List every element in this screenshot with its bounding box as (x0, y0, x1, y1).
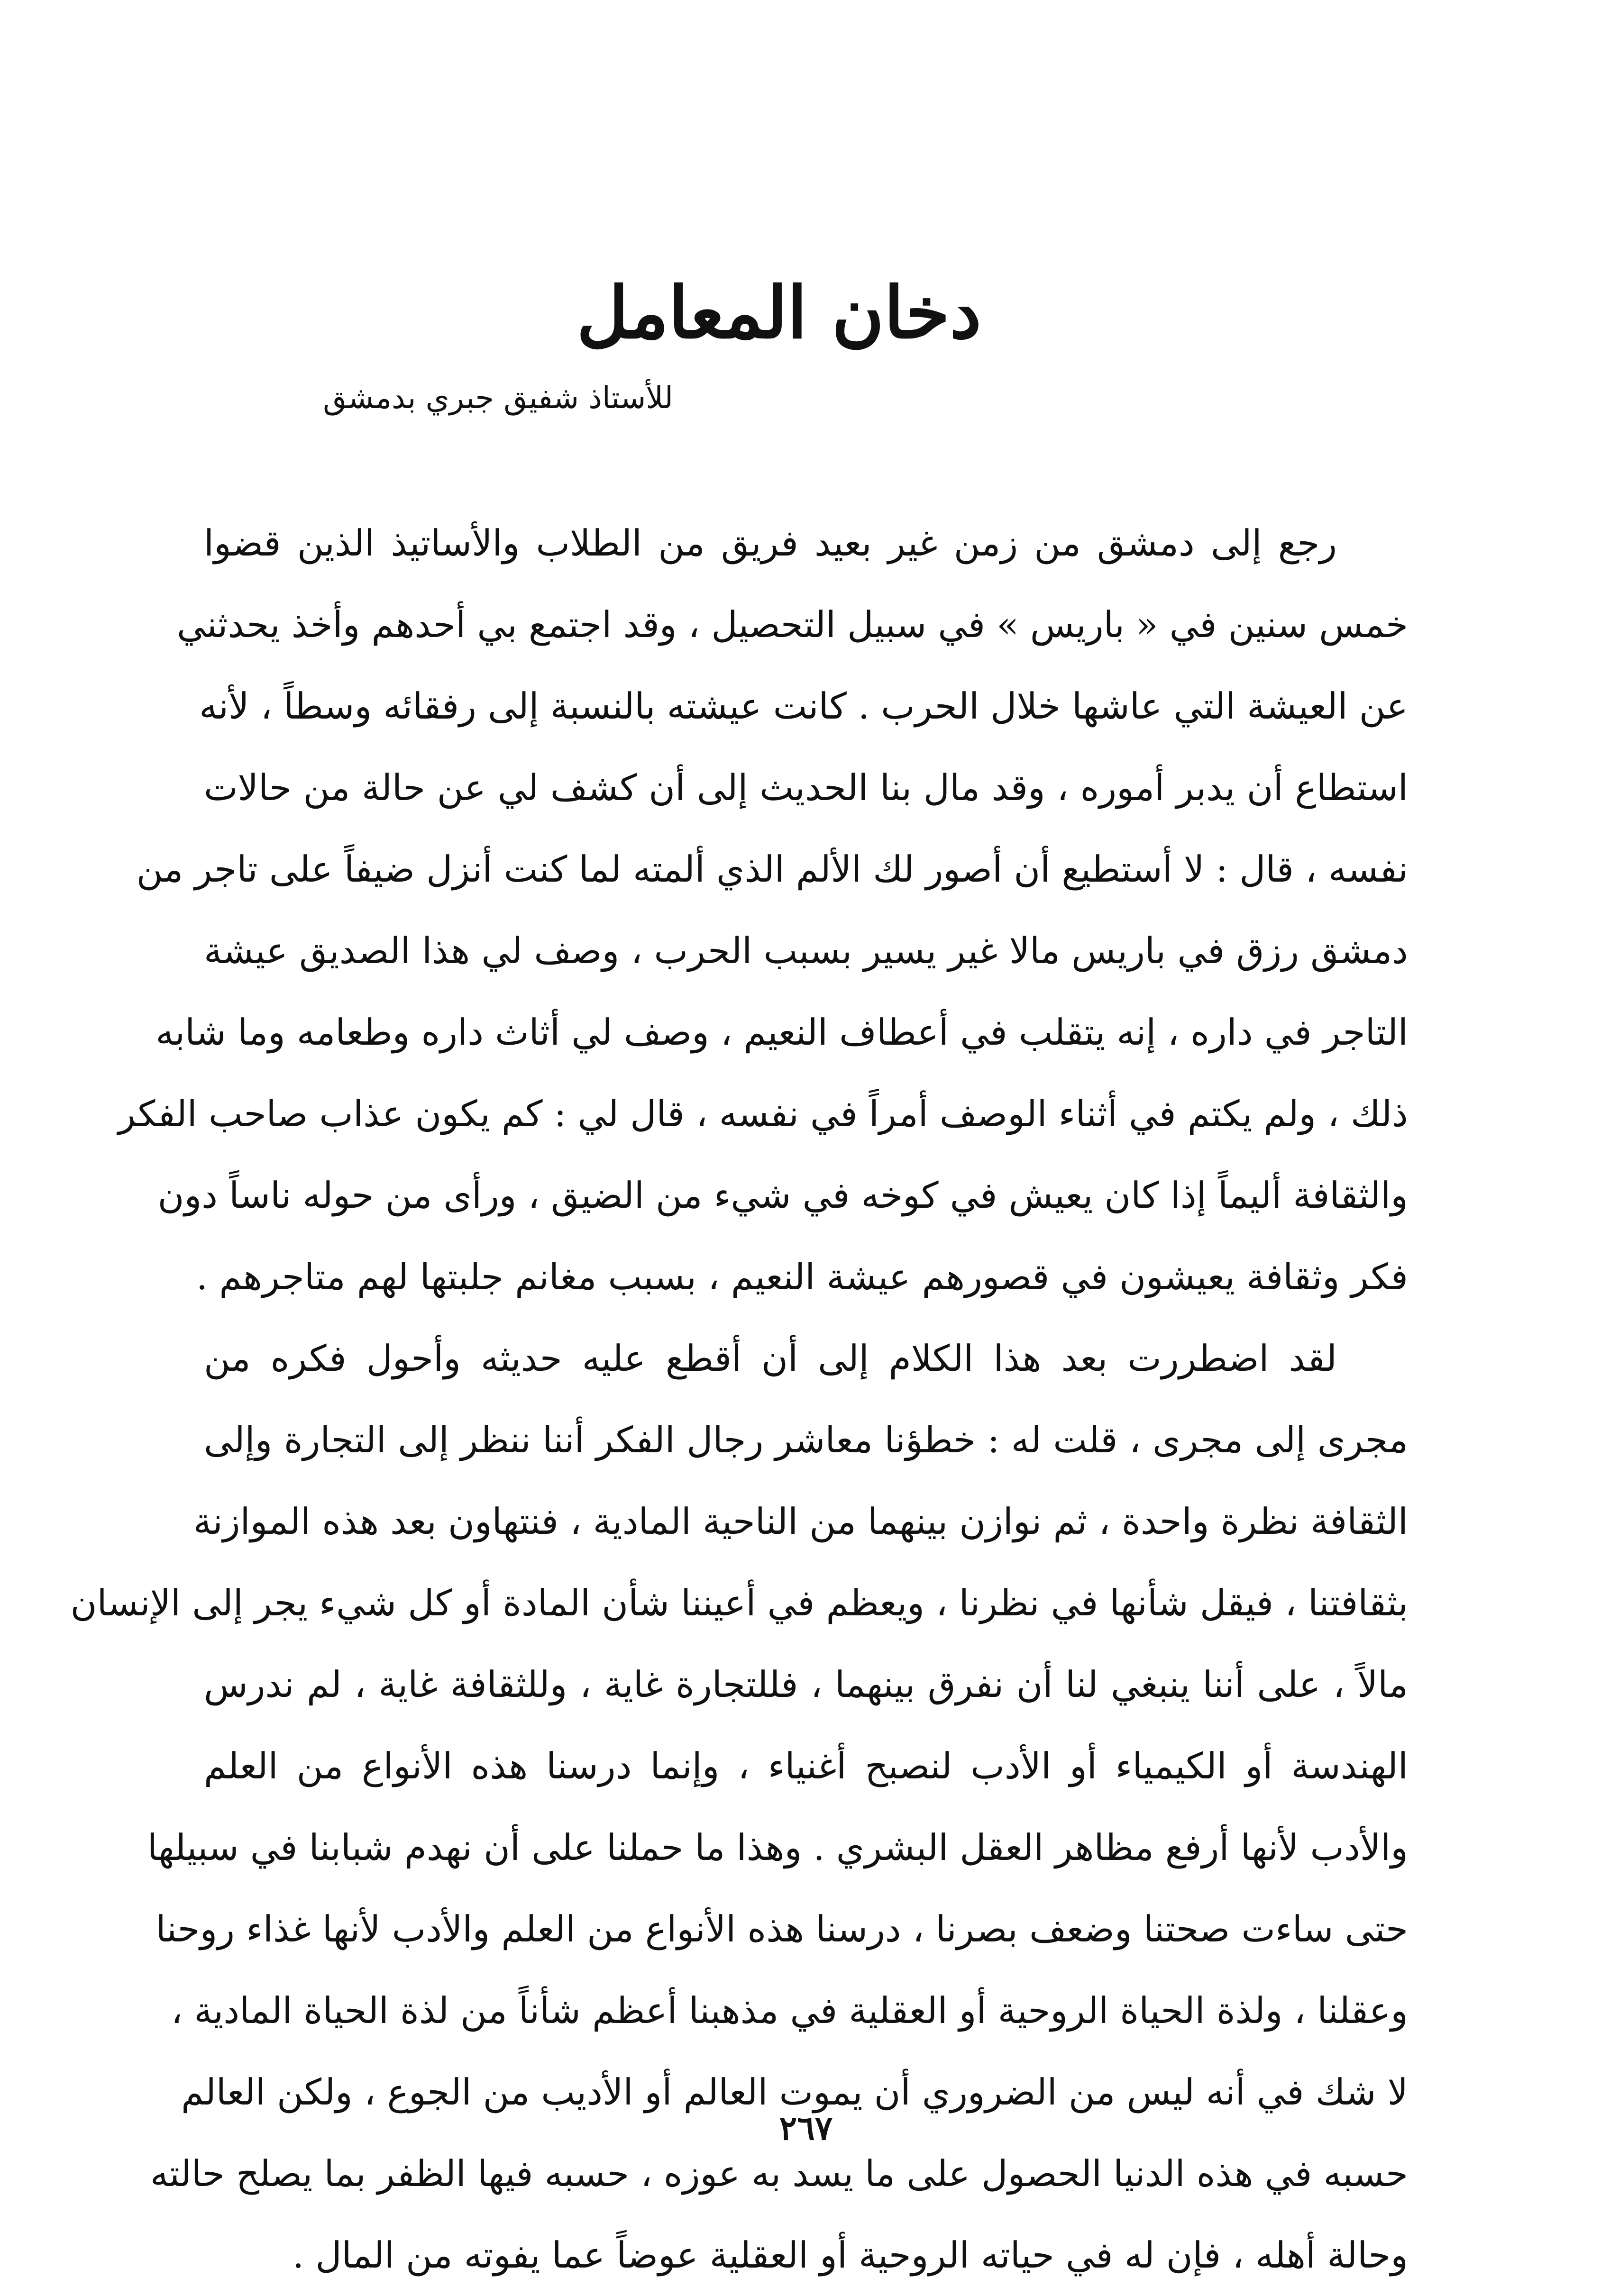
text-line: التاجر في داره ، إنه يتقلب في أعطاف النعيم ، وصف لي أثاث داره وطعامه وما شابه (156, 1011, 1408, 1053)
text-line: الثقافة نظرة واحدة ، ثم نوازن بينهما من الناحية المادية ، فنتهاون بعد هذه الموازنة (193, 1500, 1408, 1542)
page-number: ٢٦٧ (779, 2108, 833, 2148)
text-line: دمشق رزق في باريس مالا غير يسير بسبب الحرب ، وصف لي هذا الصديق عيشة (204, 929, 1408, 972)
text-line: حتى ساءت صحتنا وضعف بصرنا ، درسنا هذه الأنواع من العلم والأدب لأنها غذاء روحنا (156, 1908, 1408, 1950)
text-line: استطاع أن يدبر أموره ، وقد مال بنا الحديث إلى أن كشف لي عن حالة من حالات (204, 766, 1408, 809)
text-line: لا شك في أنه ليس من الضروري أن يموت العالم أو الأديب من الجوع ، ولكن العالم (181, 2071, 1408, 2113)
text-line: ذلك ، ولم يكتم في أثناء الوصف أمراً في نفسه ، قال لي : كم يكون عذاب صاحب الفكر (118, 1093, 1408, 1135)
text-line: والأدب لأنها أرفع مظاهر العقل البشري . وهذا ما حملنا على أن نهدم شبابنا في سبيلها (147, 1826, 1408, 1868)
text-line: وعقلنا ، ولذة الحياة الروحية أو العقلية في مذهبنا أعظم شأناً من لذة الحياة المادية ، (171, 1989, 1408, 2032)
text-line: فكر وثقافة يعيشون في قصورهم عيشة النعيم ، بسبب مغانم جلبتها لهم متاجرهم . (196, 1256, 1408, 1298)
text-line: مالاً ، على أننا ينبغي لنا أن نفرق بينهما ، فللتجارة غاية ، وللثقافة غاية ، لم ندرس (204, 1663, 1408, 1705)
article-body (70, 502, 1408, 2296)
text-line: بثقافتنا ، فيقل شأنها في نظرنا ، ويعظم في أعيننا شأن المادة أو كل شيء يجر إلى الإنسان (70, 1582, 1408, 1624)
text-line: نفسه ، قال : لا أستطيع أن أصور لك الألم الذي ألمته لما كنت أنزل ضيفاً على تاجر من (136, 848, 1408, 890)
text-line: لقد اضطررت بعد هذا الكلام إلى أن أقطع عليه حديثه وأحول فكره من (204, 1337, 1337, 1379)
article-byline: للأستاذ شفيق جبري بدمشق (323, 381, 673, 416)
paragraph-1 (118, 502, 1408, 1318)
text-line: وحالة أهله ، فإن له في حياته الروحية أو العقلية عوضاً عما يفوته من المال . (293, 2234, 1408, 2276)
text-line: حسبه في هذه الدنيا الحصول على ما يسد به عوزه ، حسبه فيها الظفر بما يصلح حالته (150, 2152, 1408, 2195)
text-line: رجع إلى دمشق من زمن غير بعيد فريق من الطلاب والأساتيذ الذين قضوا (204, 522, 1337, 564)
text-line: مجرى إلى مجرى ، قلت له : خطؤنا معاشر رجال الفكر أننا ننظر إلى التجارة وإلى (204, 1419, 1408, 1461)
text-line: خمس سنين في « باريس » في سبيل التحصيل ، وقد اجتمع بي أحدهم وأخذ يحدثني (177, 603, 1408, 646)
article-title: دخان المعامل (576, 271, 981, 355)
text-line: الهندسة أو الكيمياء أو الأدب لنصبح أغنياء ، وإنما درسنا هذه الأنواع من العلم (204, 1745, 1408, 1787)
text-line: والثقافة أليماً إذا كان يعيش في كوخه في شيء من الضيق ، ورأى من حوله ناساً دون (157, 1174, 1408, 1216)
text-line: عن العيشة التي عاشها خلال الحرب . كانت عيشته بالنسبة إلى رفقائه وسطاً ، لأنه (199, 685, 1408, 727)
